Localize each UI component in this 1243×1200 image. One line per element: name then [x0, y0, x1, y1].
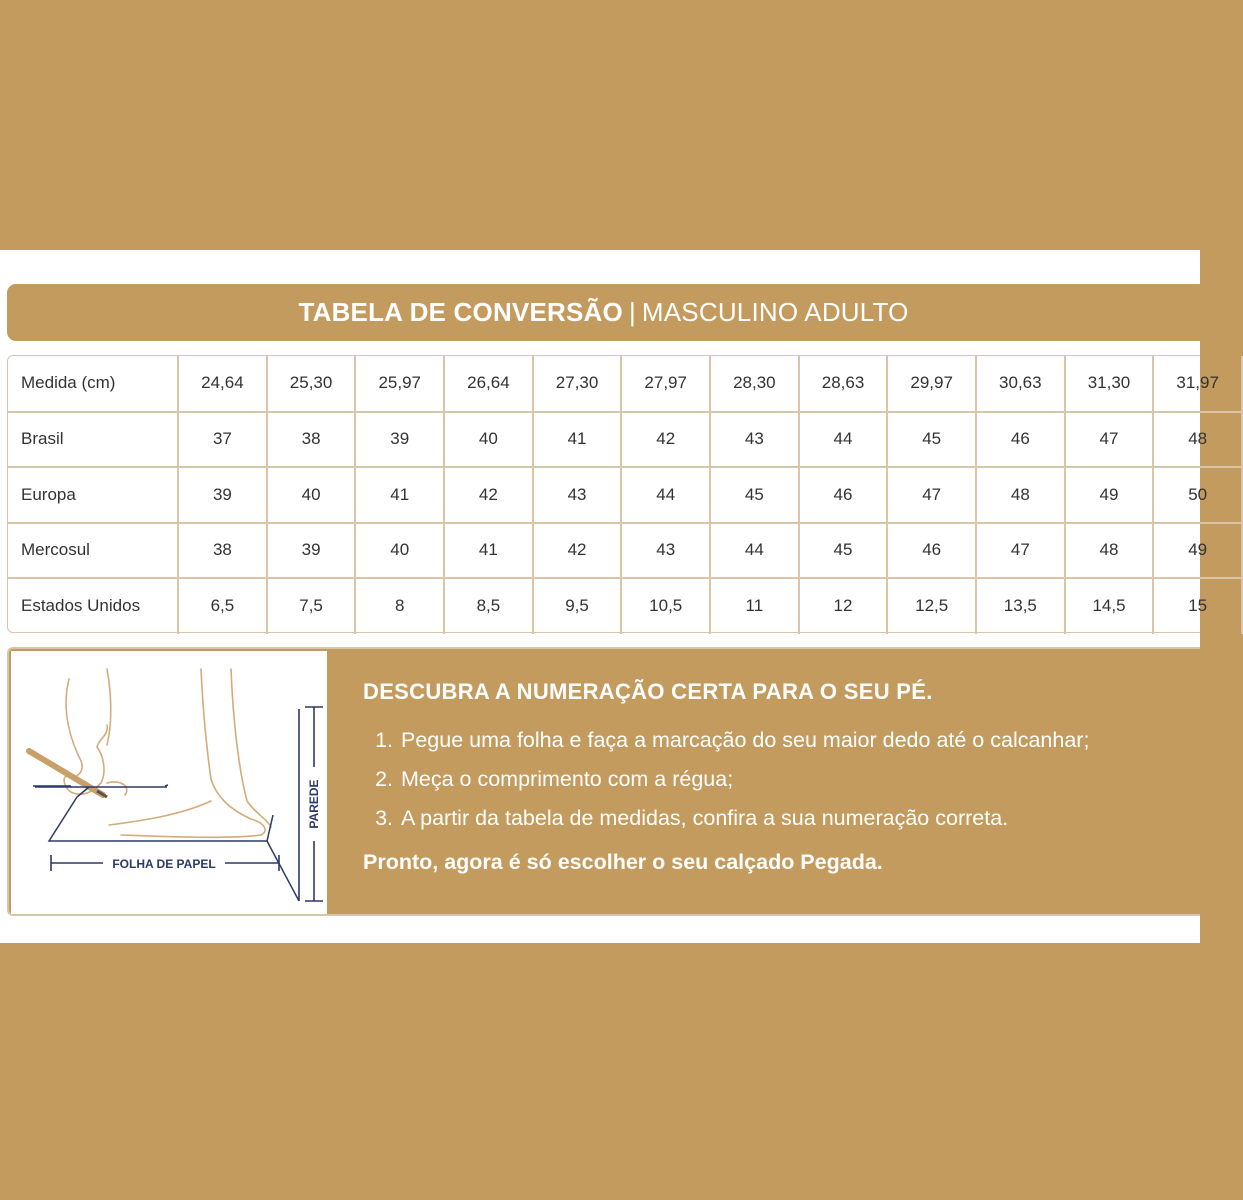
- table-cell: 40: [267, 467, 356, 523]
- table-cell: 41: [533, 412, 622, 468]
- table-row: [8, 356, 1242, 412]
- table-cell: 40: [355, 523, 444, 579]
- table-cell: 11: [710, 578, 799, 634]
- table-cell: 41: [444, 523, 533, 579]
- table-cell: 43: [710, 412, 799, 468]
- table-cell: 14,5: [1065, 578, 1154, 634]
- table-row: [8, 578, 1242, 634]
- table-cell: 9,5: [533, 578, 622, 634]
- table-cell: 44: [799, 412, 888, 468]
- foot-measurement-illustration: [11, 651, 327, 914]
- row-label: Brasil: [8, 412, 178, 468]
- table-cell: 39: [355, 412, 444, 468]
- measurement-instructions: [363, 679, 1199, 875]
- step-text: A partir da tabela de medidas, confira a sua numeração correta.: [401, 806, 1009, 830]
- table-cell: 37: [178, 412, 267, 468]
- table-cell: 39: [178, 467, 267, 523]
- table-cell: 46: [799, 467, 888, 523]
- table-cell: 43: [533, 467, 622, 523]
- size-conversion-table: [8, 356, 1243, 634]
- size-conversion-table-container: [7, 355, 1219, 633]
- row-label: Mercosul: [8, 523, 178, 579]
- step-number: 3.: [375, 806, 393, 830]
- leg-outline-front: [121, 669, 265, 837]
- table-header-bar: [7, 284, 1200, 341]
- table-cell: 12,5: [887, 578, 976, 634]
- table-cell: 38: [178, 523, 267, 579]
- table-cell: 42: [533, 523, 622, 579]
- header-title: TABELA DE CONVERSÃO: [298, 297, 623, 327]
- table-cell: 48: [1065, 523, 1154, 579]
- table-cell: 45: [887, 412, 976, 468]
- row-label: Medida (cm): [8, 356, 178, 412]
- table-cell: 40: [444, 412, 533, 468]
- table-cell: 6,5: [178, 578, 267, 634]
- leg-outline-back: [231, 669, 271, 827]
- table-cell: 28,63: [799, 356, 888, 412]
- info-panel: [7, 647, 1200, 916]
- paper-label: FOLHA DE PAPEL: [112, 857, 216, 871]
- arm-outline: [107, 669, 111, 745]
- table-cell: 12: [799, 578, 888, 634]
- row-label: Europa: [8, 467, 178, 523]
- table-cell: 47: [887, 467, 976, 523]
- toe-outline: [107, 782, 127, 795]
- table-cell: 8,5: [444, 578, 533, 634]
- foot-measurement-diagram: [11, 651, 327, 914]
- header-separator: |: [628, 297, 636, 327]
- table-cell: 27,97: [621, 356, 710, 412]
- table-cell: 46: [976, 412, 1065, 468]
- table-cell: 24,64: [178, 356, 267, 412]
- step-text: Meça o comprimento com a régua;: [401, 767, 734, 791]
- table-cell: 10,5: [621, 578, 710, 634]
- table-cell: 26,64: [444, 356, 533, 412]
- table-row: [8, 523, 1242, 579]
- table-cell: 45: [710, 467, 799, 523]
- table-cell: 7,5: [267, 578, 356, 634]
- table-cell: 39: [267, 523, 356, 579]
- table-cell: 49: [1065, 467, 1154, 523]
- table-cell: 44: [710, 523, 799, 579]
- table-cell: 15: [1153, 578, 1242, 634]
- table-cell: 27,30: [533, 356, 622, 412]
- table-cell: 45: [799, 523, 888, 579]
- instruction-step: [363, 799, 1199, 838]
- wall-label: PAREDE: [307, 779, 321, 829]
- table-cell: 31,30: [1065, 356, 1154, 412]
- table-cell: 13,5: [976, 578, 1065, 634]
- table-cell: 47: [976, 523, 1065, 579]
- table-cell: 38: [267, 412, 356, 468]
- table-cell: 8: [355, 578, 444, 634]
- table-row: [8, 467, 1242, 523]
- table-cell: 41: [355, 467, 444, 523]
- table-cell: 50: [1153, 467, 1242, 523]
- header-subtitle: MASCULINO ADULTO: [641, 297, 909, 327]
- table-cell: 48: [976, 467, 1065, 523]
- table-cell: 31,97: [1153, 356, 1242, 412]
- table-cell: 48: [1153, 412, 1242, 468]
- table-cell: 44: [621, 467, 710, 523]
- table-cell: 30,63: [976, 356, 1065, 412]
- instructions-steps: [363, 721, 1199, 838]
- foot-sole: [109, 801, 211, 825]
- step-text: Pegue uma folha e faça a marcação do seu maior dedo até o calcanhar;: [401, 728, 1090, 752]
- table-cell: 43: [621, 523, 710, 579]
- table-cell: 25,97: [355, 356, 444, 412]
- instruction-step: [363, 760, 1199, 799]
- step-number: 1.: [375, 728, 393, 752]
- instruction-step: [363, 721, 1199, 760]
- step-number: 2.: [375, 767, 393, 791]
- table-cell: 28,30: [710, 356, 799, 412]
- table-cell: 42: [444, 467, 533, 523]
- table-cell: 47: [1065, 412, 1154, 468]
- instructions-title: DESCUBRA A NUMERAÇÃO CERTA PARA O SEU PÉ.: [363, 679, 933, 704]
- table-cell: 25,30: [267, 356, 356, 412]
- table-cell: 49: [1153, 523, 1242, 579]
- table-cell: 29,97: [887, 356, 976, 412]
- instructions-footer: Pronto, agora é só escolher o seu calçado Pegada.: [363, 850, 883, 874]
- paper-sheet-outline: [35, 787, 299, 901]
- row-label: Estados Unidos: [8, 578, 178, 634]
- table-cell: 46: [887, 523, 976, 579]
- table-cell: 42: [621, 412, 710, 468]
- table-row: [8, 412, 1242, 468]
